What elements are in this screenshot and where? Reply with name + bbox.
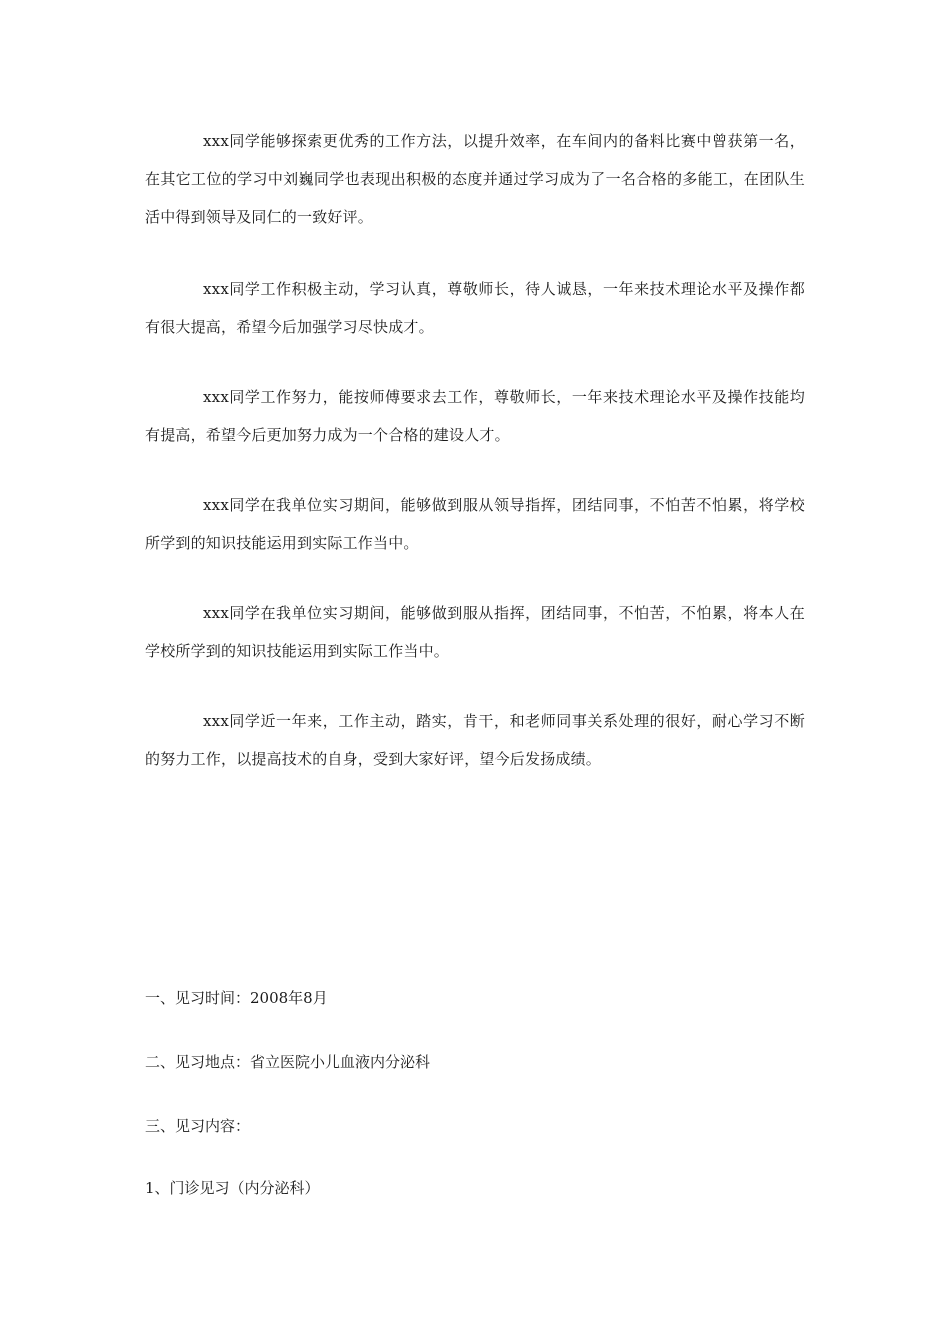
paragraph-6 — [145, 702, 805, 778]
paragraph-4-text: xxx同学在我单位实习期间，能够做到服从领导指挥，团结同事，不怕苦不怕累，将学校所学到的知识技能运用到实际工作当中。 — [145, 496, 805, 552]
paragraph-5 — [145, 594, 805, 670]
paragraph-3 — [145, 378, 805, 454]
paragraph-1-text: xxx同学能够探索更优秀的工作方法，以提升效率，在车间内的备料比赛中曾获第一名，在其它工位的学习中刘巍同学也表现出积极的态度并通过学习成为了一名合格的多能工，在团队生活中得到领导及同仁的一致好评。 — [145, 132, 805, 226]
paragraph-2-text: xxx同学工作积极主动，学习认真，尊敬师长，待人诚恳，一年来技术理论水平及操作都有很大提高，希望今后加强学习尽快成才。 — [145, 280, 805, 336]
paragraph-6-text: xxx同学近一年来，工作主动，踏实，肯干，和老师同事关系处理的很好，耐心学习不断的努力工作，以提高技术的自身，受到大家好评，望今后发扬成绩。 — [145, 712, 805, 768]
paragraph-1 — [145, 122, 805, 236]
section-internship-content: 三、见习内容： — [145, 1117, 251, 1135]
paragraph-3-text: xxx同学工作努力，能按师傅要求去工作，尊敬师长，一年来技术理论水平及操作技能均有提高，希望今后更加努力成为一个合格的建设人才。 — [145, 388, 805, 444]
section-outpatient-internship: 1、门诊见习（内分泌科） — [145, 1179, 320, 1197]
paragraph-2 — [145, 270, 805, 346]
section-internship-time: 一、见习时间：2008年8月 — [145, 989, 328, 1007]
paragraph-5-text: xxx同学在我单位实习期间，能够做到服从指挥，团结同事，不怕苦，不怕累，将本人在学校所学到的知识技能运用到实际工作当中。 — [145, 604, 805, 660]
section-internship-location: 二、见习地点：省立医院小儿血液内分泌科 — [145, 1053, 431, 1071]
paragraph-4 — [145, 486, 805, 562]
